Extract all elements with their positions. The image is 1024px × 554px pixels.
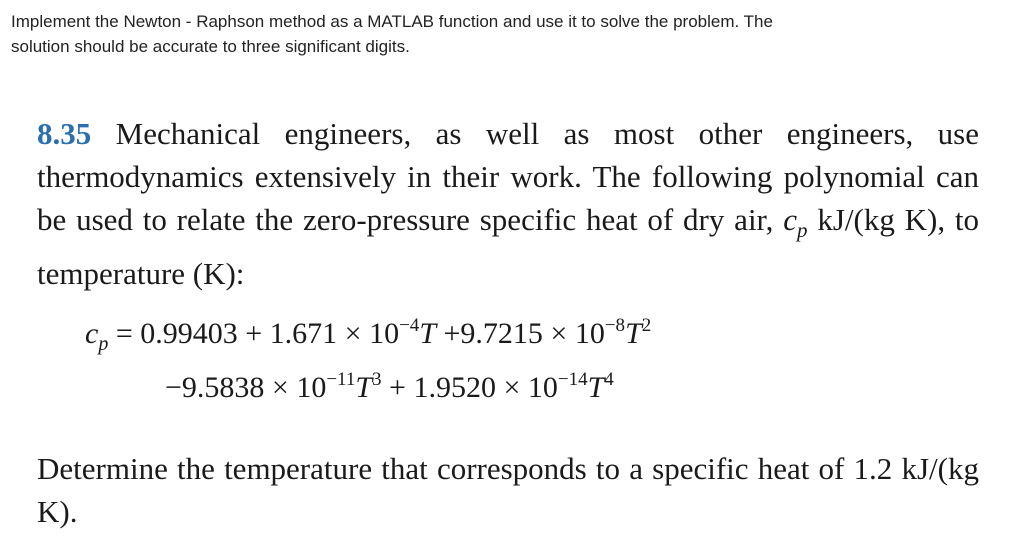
eq-term-2: +9.7215 × 10 [436,317,605,351]
textbook-problem [37,112,979,533]
eq-term-4: + 1.9520 × 10 [381,371,558,405]
instruction-line-2: solution should be accurate to three significant digits. [11,37,410,56]
eq-lhs-subscript: p [98,333,109,356]
eq-var-4: T [587,371,605,405]
instruction-line-1: Implement the Newton - Raphson method as a MATLAB function and use it to solve the problem. The [11,12,773,31]
eq-power-4: 4 [604,369,614,391]
cp-subscript: p [796,218,808,243]
eq-term-1: = 0.99403 + 1.671 × 10 [115,317,400,351]
equation-line-1 [85,309,979,363]
problem-text: Mechanical engineers, as well as most other engineers, use thermodynamics extensively in their work. The following polynomial can be used to relate the zero-pressure specific heat of dry air, [37,116,980,237]
problem-number: 8.35 [37,116,92,151]
eq-power-3: 3 [372,369,382,391]
specific-heat-equation [85,309,979,417]
problem-text-end: kJ/(kg K), to temperature (K): [37,202,980,292]
problem-question: Determine the temperature that corresponds to a specific heat of 1.2 kJ/(kg K). [37,451,979,530]
eq-var-3: T [355,371,373,405]
eq-lhs [85,317,109,356]
eq-exponent-1: −4 [399,315,420,337]
eq-exponent-4: −14 [557,369,588,391]
eq-exponent-2: −8 [604,315,626,337]
eq-power-2: 2 [641,315,652,337]
eq-var-1: T [419,317,436,351]
eq-term-3: −9.5838 × 10 [165,371,327,405]
cp-letter: c [783,202,797,237]
eq-exponent-3: −11 [326,369,356,391]
cp-symbol [783,202,808,243]
instruction-text [11,9,1001,59]
eq-lhs-letter: c [85,317,99,351]
problem-statement [37,112,979,295]
equation-line-2 [85,363,979,417]
eq-var-2: T [625,317,642,351]
